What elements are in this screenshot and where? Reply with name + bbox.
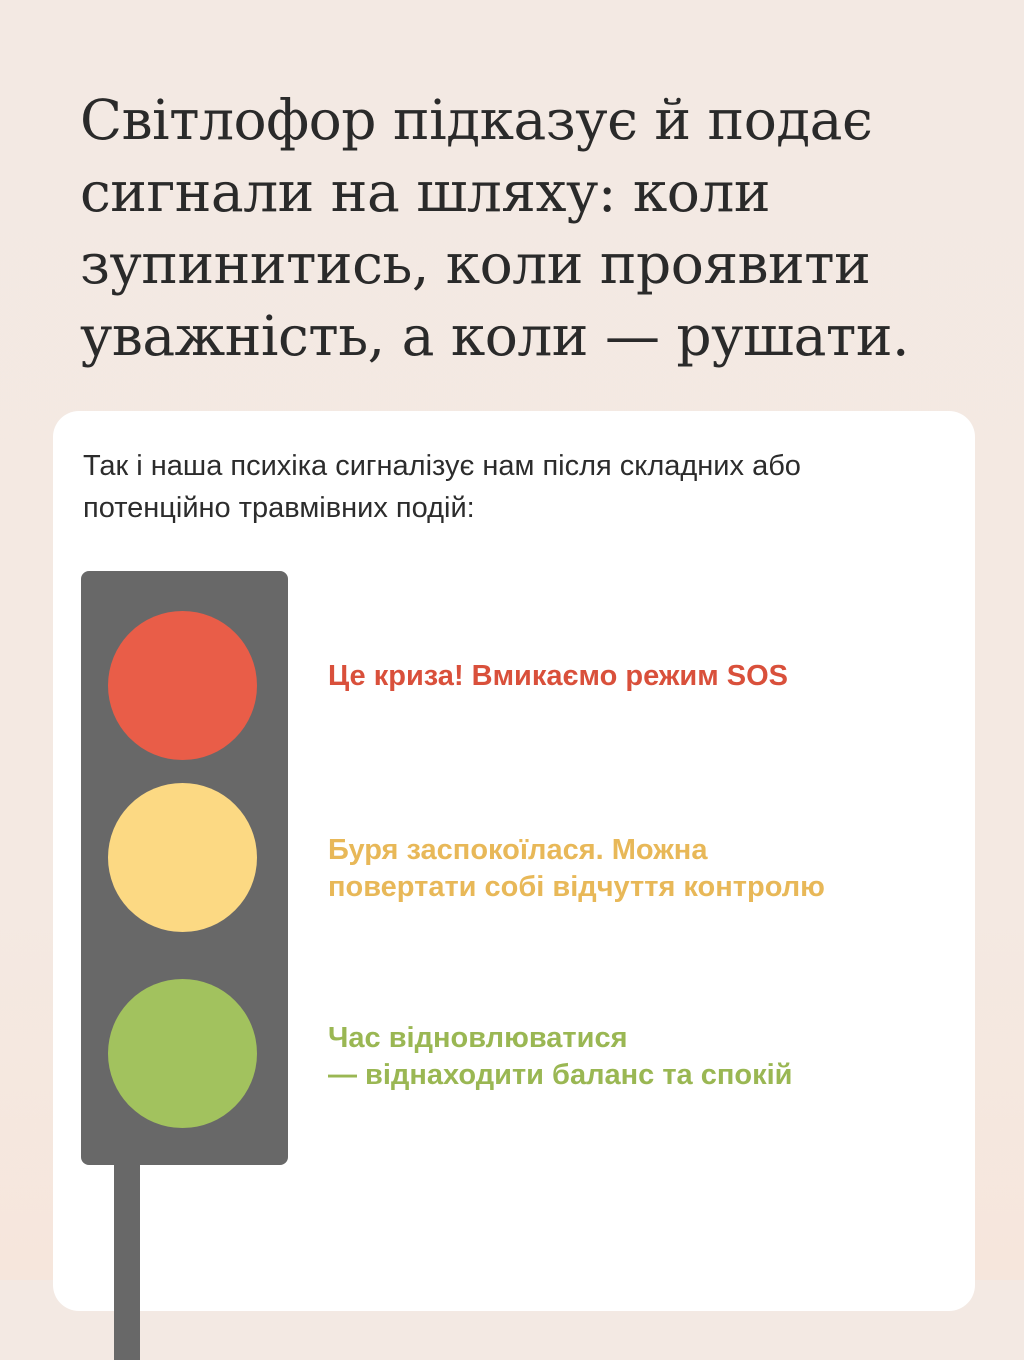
green-light-icon bbox=[108, 979, 257, 1128]
headline: Світлофор підказує й подає сигнали на шляху: коли зупинитись, коли проявити уважність, а коли — рушати. bbox=[80, 88, 909, 368]
red-signal-text bbox=[328, 658, 788, 695]
traffic-light-housing bbox=[81, 571, 288, 1165]
green-signal-line-1: Час відновлюватися bbox=[328, 1022, 628, 1054]
yellow-signal-line-1: Буря заспокоїлася. Можна bbox=[328, 834, 708, 866]
yellow-signal-line-2: повертати собі відчуття контролю bbox=[328, 871, 825, 903]
green-signal-line-2: — віднаходити баланс та спокій bbox=[328, 1059, 793, 1091]
green-signal-text bbox=[328, 1020, 793, 1094]
intro-text: Так і наша психіка сигналізує нам після складних або потенційно травмівних подій: bbox=[83, 450, 801, 524]
yellow-signal-text bbox=[328, 832, 825, 906]
yellow-light-icon bbox=[108, 783, 257, 932]
red-signal-line-1: Це криза! Вмикаємо режим SOS bbox=[328, 660, 788, 692]
traffic-light-pole bbox=[114, 1160, 140, 1360]
red-light-icon bbox=[108, 611, 257, 760]
